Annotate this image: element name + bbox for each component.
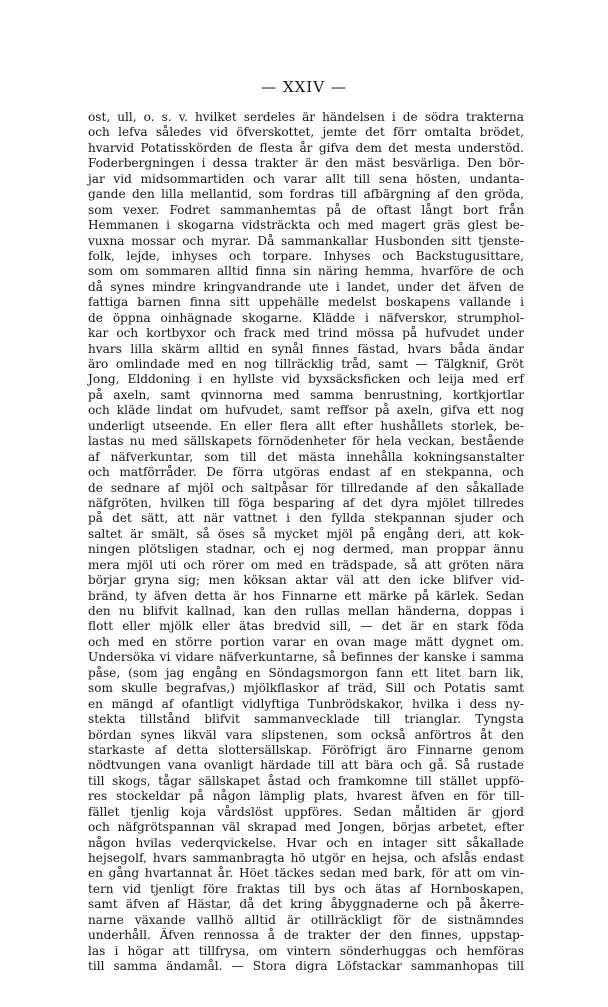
text-line: och lefva således vid öfverskottet, jemte det förr omtalta brödet,: [88, 125, 524, 140]
text-line: res stockeldar på någon lämplig plats, hvarest äfven en för till-: [88, 789, 524, 804]
text-line: den nu blifvit kallnad, kan den rullas mellan händerna, doppas i: [88, 604, 524, 618]
text-line: mera mjöl uti och rörer om med en trädspade, så att gröten nära: [88, 557, 524, 572]
text-line: på det sätt, att när vattnet i den fyllda stekpannan sjuder och: [88, 511, 524, 526]
text-line: och näfgrötspannan väl skrapad med Jongen, börjas arbetet, efter: [88, 820, 524, 835]
text-line: bränd, ty äfven detta är hos Finnarne ett märke på kärlek. Sedan: [88, 588, 524, 603]
text-line: hvars lilla skärm alltid en synål finnes fästad, hvars båda ändar: [88, 341, 524, 356]
text-line: Jong, Elddoning i en hyllste vid byxsäcksficken och leija med erf: [88, 372, 524, 387]
text-line: som vexer. Fodret sammanhemtas på de oftast långt bort från: [88, 202, 524, 217]
text-line: lastas nu med sällskapets förnödenheter för hela veckan, bestående: [88, 434, 524, 449]
text-line: saltet är smält, så öses så mycket mjöl på engång deri, att kok-: [88, 526, 524, 541]
text-line: underhåll. Äfven rennossa å de trakter der den finnes, uppstap-: [88, 928, 524, 943]
text-line: las i högar att tillfrysa, om vintern sönderhuggas och hemföras: [88, 943, 524, 958]
text-line: nödtvungen vana ovanligt härdade till att bära och gå. Så rustade: [88, 758, 524, 773]
text-line: gande den lilla mellantid, som fordras till afbärgning af den gröda,: [88, 187, 524, 202]
text-line: och med en större portion varar en ovan mage mätt dygnet om.: [88, 634, 524, 649]
text-line: af näfverkuntar, som till det mästa innehålla kokningsanstalter: [88, 449, 524, 464]
text-line: kar och kortbyxor och frack med trind mössa på hufvudet under: [88, 326, 524, 341]
text-line: Undersöka vi vidare näfverkuntarne, så befinnes der kanske i samma: [88, 650, 524, 665]
text-line: som skulle begrafvas,) mjölkflaskor af träd, Sill och Potatis samt: [88, 681, 524, 696]
text-line: någon hvilas vederqvickelse. Hvar och en intager sitt såkallade: [88, 835, 524, 850]
page-header: [0, 78, 608, 96]
text-line: Foderbergningen i dessa trakter är den mäst besvärliga. Den bör-: [88, 156, 524, 171]
text-line: samt äfven af Hästar, då det kring åbyggnaderne och på åkerre-: [88, 897, 524, 912]
text-line: fället tjenlig koja vårdslöst uppföres. Sedan måltiden är gjord: [88, 804, 524, 819]
text-line: starkaste af detta slottersällskap. Föröfrigt äro Finnarne genom: [88, 742, 524, 757]
text-line: de öppna oinhägnade skogarne. Klädde i näfverskor, strumphol-: [88, 310, 524, 325]
page-number-roman: — XXIV —: [261, 78, 347, 96]
text-line: då synes mindre kringvandrande ute i landet, under det äfven de: [88, 279, 524, 294]
text-line: påse, (som jag engång en Söndagsmorgon fann ett litet barn lik,: [88, 665, 524, 680]
text-line: jar vid midsommartiden och varar allt till sena hösten, undanta-: [88, 171, 524, 186]
text-line: bördan synes likväl vara slipstenen, som också anförtros åt den: [88, 727, 524, 742]
text-line: äro omlindade med en nog tillräcklig tråd, samt — Tälgknif, Gröt: [88, 357, 524, 371]
text-line: flott eller mjölk eller ätas bredvid sill, — det är en stark föda: [88, 619, 524, 634]
text-line: folk, lejde, inhyses och torpare. Inhyses och Backstugusittare,: [88, 248, 524, 263]
text-line: börjar gryna sig; men köksan aktar väl att den icke blifver vid-: [88, 573, 524, 588]
text-line: som om sommaren alltid finna sin näring hemma, hvarföre de och: [88, 264, 524, 279]
text-line: till samma ändamål. — Stora digra Löfstackar sammanhopas till: [88, 959, 524, 974]
text-line: ost, ull, o. s. v. hvilket serdeles är händelsen i de södra trakterna: [88, 110, 524, 124]
text-line: de sednare af mjöl och saltpåsar för tillredande af den såkallade: [88, 480, 524, 495]
text-line: narne växande vallhö alltid är otillräckligt för de sistnämndes: [88, 912, 524, 927]
text-line: fattiga barnen finna sitt uppehälle medelst boskapens vallande i: [88, 295, 524, 310]
text-line: underligt utseende. En eller flera allt efter hushållets storlek, be-: [88, 418, 524, 433]
text-line: stekta tillstånd blifvit sammanvecklade till trianglar. Tyngsta: [88, 712, 524, 727]
text-line: en mängd af ofantligt vidlyftiga Tunbrödskakor, hvilka i dess ny-: [88, 696, 524, 711]
text-line: och kläde lindat om hufvudet, samt reffsor på axeln, gifva ett nog: [88, 403, 524, 418]
text-line: hvarvid Potatisskörden de flesta år gifva dem det mesta understöd.: [88, 140, 524, 155]
text-line: ningen plötsligen stadnar, och ej nog dermed, man proppar ännu: [88, 542, 524, 557]
text-line: till skogs, tågar sällskapet åstad och framkomne till stället uppfö-: [88, 773, 524, 788]
body-text: [88, 110, 524, 975]
text-line: vuxna mossar och myrar. Då sammankallar Husbonden sitt tjenste-: [88, 233, 524, 248]
text-line: näfgröten, hvilken till föga besparing af det dyra mjölet tillredes: [88, 495, 524, 510]
text-line: tern vid tjenligt före fraktas till bys och ätas af Hornboskapen,: [88, 881, 524, 896]
text-line: och matförråder. De förra utgöras endast af en stekpanna, och: [88, 465, 524, 480]
text-line: hejsegolf, hvars sammanbragta hö utgör en hejsa, och afslås endast: [88, 851, 524, 865]
text-line: en gång hvartannat år. Höet täckes sedan med bark, för att om vin-: [88, 866, 524, 881]
text-line: Hemmanen i skogarna vidsträckta och med magert gräs glest be-: [88, 218, 524, 233]
text-line: på axeln, samt qvinnorna med samma benrustning, kortkjortlar: [88, 387, 524, 402]
